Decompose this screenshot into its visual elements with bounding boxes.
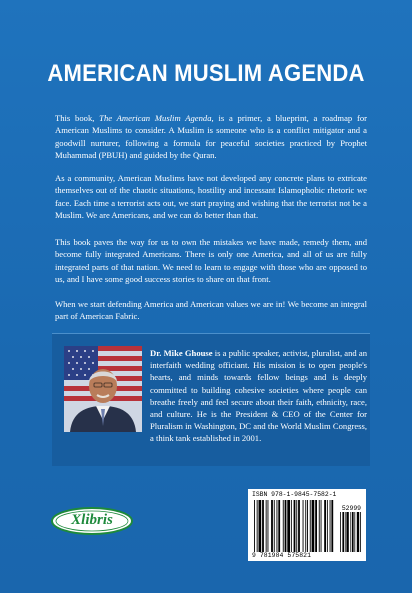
publisher-name: Xlibris <box>71 512 113 528</box>
description-paragraph-3: This book paves the way for us to own the mistakes we have made, remedy them, and become fully integrated Americans. There is only one America, and all of us are fully integrated parts of that nation. We need to learn to engage with those who are opposed to us, and I have some good success stories to share on that front. <box>55 237 367 284</box>
author-bio-text: Dr. Mike Ghouse is a public speaker, activist, pluralist, and an interfaith wedding officiant. His mission is to open people's hearts, and minds towards fellow beings and is deeply committed to building cohesive societies where people can breathe freely and feel secure about their faith, ethnicity, race, and culture. He is the President & CEO of the Center for Pluralism in Washington, DC and the World Muslim Congress, a think tank established in 2001. <box>150 348 367 444</box>
description-paragraph-1: This book, The American Muslim Agenda, is a primer, a blueprint, a roadmap for American Muslims to consider. A Muslim is someone who is a conflict mitigator and a goodwill nurturer, following a formula for peaceful societies practiced by Prophet Muhammad (PBUH) and guided by the Quran. <box>55 113 367 160</box>
description-paragraph-4: When we start defending America and American values we are in! We become an integral part of American Fabric. <box>55 299 367 322</box>
price-code: 52999 <box>341 505 361 512</box>
description-paragraph-2: As a community, American Muslims have not developed any concrete plans to extricate themselves out of the chaotic situations, hostility and incessant Islamophobic rhetoric we face. Each time a terrorist acts out, we start praying and wishing that the terrorist not be a Muslim. We are Americans, and we can do better than that. <box>55 173 367 220</box>
author-name: Dr. Mike Ghouse <box>150 348 213 358</box>
isbn-digits: 9 781984 575821 <box>252 552 312 559</box>
isbn-label: ISBN 978-1-9845-7582-1 <box>252 491 337 498</box>
publisher-logo <box>49 505 135 537</box>
book-title: AMERICAN MUSLIM AGENDA <box>47 60 365 87</box>
book-title-italic: The American Muslim Agenda <box>99 113 212 123</box>
isbn-barcode <box>248 489 366 561</box>
author-bio <box>55 347 367 445</box>
